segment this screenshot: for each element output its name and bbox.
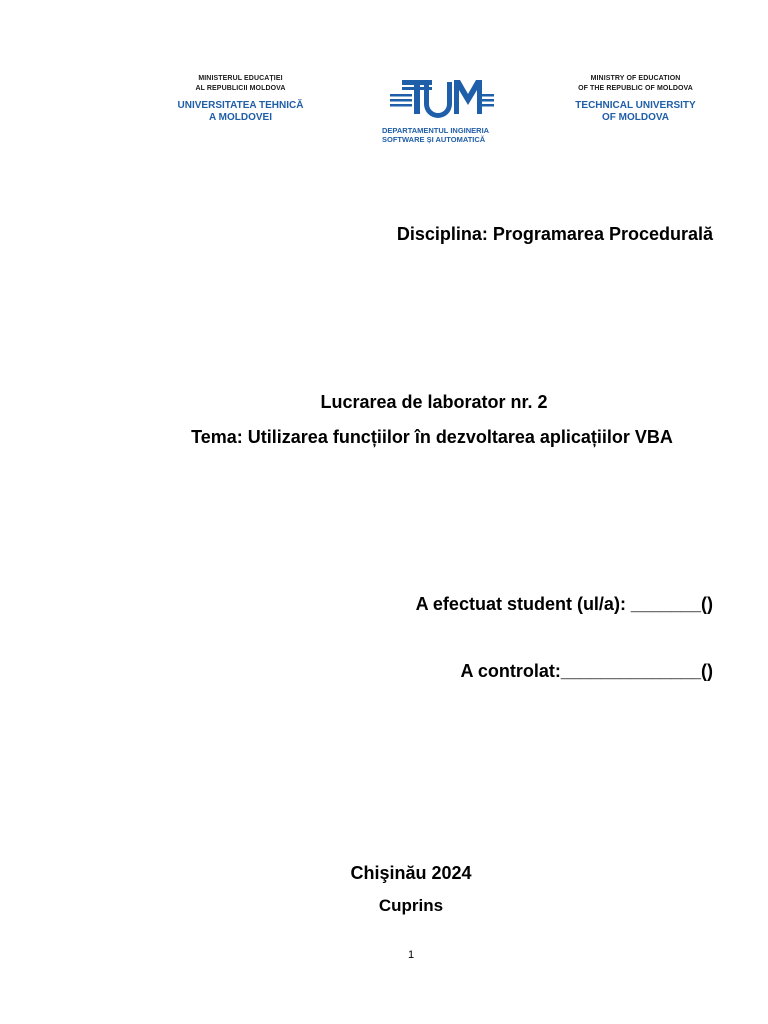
controller-field: A controlat:______________() bbox=[460, 661, 713, 681]
city-year: Chişinău 2024 bbox=[350, 863, 472, 883]
contents-heading: Cuprins bbox=[378, 896, 444, 915]
header-center bbox=[382, 76, 512, 144]
lab-title: Lucrarea de laborator nr. 2 bbox=[320, 392, 548, 412]
department-line1: DEPARTAMENTUL INGINERIA bbox=[382, 126, 490, 135]
topic-title: Tema: Utilizarea funcțiilor în dezvoltarea aplicațiilor VBA bbox=[191, 427, 673, 447]
university-en-line1: TECHNICAL UNIVERSITY bbox=[575, 100, 696, 111]
university-ro-line2: A MOLDOVEI bbox=[209, 112, 272, 123]
ministry-ro-line2: AL REPUBLICII MOLDOVA bbox=[195, 85, 286, 92]
ministry-en-line1: MINISTRY OF EDUCATION bbox=[590, 75, 681, 82]
ministry-en-line2: OF THE REPUBLIC OF MOLDOVA bbox=[578, 85, 693, 92]
university-en-line2: OF MOLDOVA bbox=[601, 112, 670, 123]
ministry-ro-line1: MINISTERUL EDUCAȚIEI bbox=[198, 75, 283, 82]
student-field: A efectuat student (ul/a): _______() bbox=[415, 594, 713, 614]
department-line2: SOFTWARE ȘI AUTOMATICĂ bbox=[382, 135, 486, 144]
header-right bbox=[563, 74, 708, 124]
header-left bbox=[168, 74, 313, 124]
discipline-title: Disciplina: Programarea Procedurală bbox=[396, 224, 713, 244]
utm-logo bbox=[388, 76, 498, 126]
university-ro-line1: UNIVERSITATEA TEHNICĂ bbox=[177, 100, 304, 111]
page-number: 1 bbox=[407, 949, 415, 961]
